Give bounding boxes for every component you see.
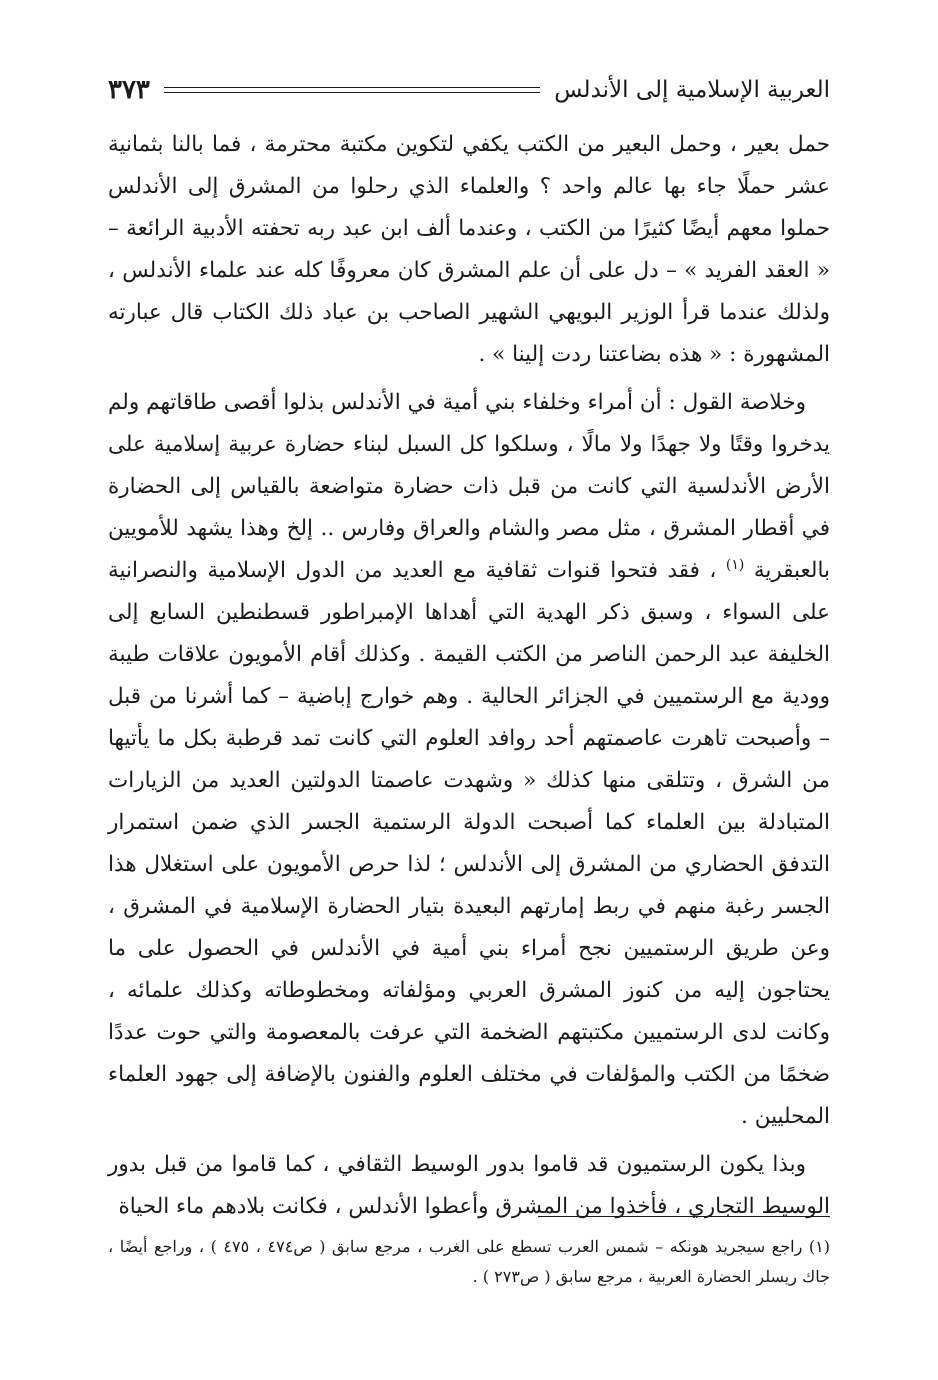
paragraph-1: حمل بعير ، وحمل البعير من الكتب يكفي لتكوين مكتبة محترمة ، فما بالنا بثمانية عشر حملًا جاء بها عالم واحد ؟ والعلماء الذي رحلوا من المشرق إلى الأندلس حملوا معهم أيضًا كثيرًا من الكتب ، وعندما ألف ابن عبد ربه تحفته الأدبية الرائعة – « العقد الفريد » – دل على أن علم المشرق كان معروفًا كله عند علماء الأندلس ، ولذلك عندما قرأ الوزير البويهي الشهير الصاحب بن عباد ذلك الكتاب قال عبارته المشهورة : « هذه بضاعتنا ردت إلينا » . [108,132,830,367]
page-number: ٣٧٣ [108,75,150,105]
paragraph-2-part-2: ، فقد فتحوا قنوات ثقافية مع العديد من الدول الإسلامية والنصرانية على السواء ، وسبق ذكر الهدية التي أهداها الإمبراطور قسطنطين السابع إلى الخليفة عبد الرحمن الناصر من الكتب القيمة . وكذلك أقام الأمويون علاقات طيبة وودية مع الرستميين في الجزائر الحالية . وهم خوارج إباضية – كما أشرنا من قبل – وأصبحت تاهرت عاصمتهم أحد روافد العلوم التي كانت تمد قرطبة بكل ما يأتيها من الشرق ، وتتلقى منها كذلك « وشهدت عاصمتا الدولتين العديد من الزيارات المتبادلة بين العلماء كما أصبحت الدولة الرستمية الجسر الذي ضمن استمرار التدفق الحضاري من المشرق إلى الأندلس ؛ لذا حرص الأمويون على استغلال هذا الجسر رغبة منهم في ربط إمارتهم البعيدة بتيار الحضارة الإسلامية في المشرق ، وعن طريق الرستميين نجح أمراء بني أمية في الأندلس في الحصول على ما يحتاجون إليه من كنوز المشرق العربي ومؤلفاته ومخطوطاته وكذلك علمائه ، وكانت لدى الرستميين مكتبتهم الضخمة التي عرفت بالمعصومة والتي حوت عددًا ضخمًا من الكتب والمؤلفات في مختلف العلوم والفنون بالإضافة إلى جهود العلماء المحليين . [108,558,830,1129]
paragraph-2 [108,382,830,1138]
footnote-separator [538,1216,830,1217]
footnotes [108,1232,830,1292]
running-header [108,70,830,110]
body-text [108,124,830,1228]
paragraph-2-part-1: وخلاصة القول : أن أمراء وخلفاء بني أمية في الأندلس بذلوا أقصى طاقاتهم ولم يدخروا وقتًا ولا جهدًا ولا مالًا ، وسلكوا كل السبل لبناء حضارة عربية إسلامية على الأرض الأندلسية التي كانت من قبل ذات حضارة متواضعة بالقياس إلى الحضارة في أقطار المشرق ، مثل مصر والشام والعراق وفارس .. إلخ وهذا يشهد للأمويين بالعبقرية [108,390,831,583]
footnote-1: (١) راجع سيجريد هونكه – شمس العرب تسطع على الغرب ، مرجع سابق ( ص٤٧٤ ، ٤٧٥ ) ، وراجع أيضًا ، جاك ريسلر الحضارة العربية ، مرجع سابق ( ص٢٧٣ ) . [108,1237,830,1286]
header-double-rule [164,87,540,93]
running-header-title: العربية الإسلامية إلى الأندلس [554,77,830,103]
paragraph-3: وبذا يكون الرستميون قد قاموا بدور الوسيط الثقافي ، كما قاموا من قبل بدور الوسيط التجاري ، فأخذوا من المشرق وأعطوا الأندلس ، فكانت بلادهم ماء الحياة [108,1152,830,1219]
footnote-reference: (١) [725,556,745,573]
